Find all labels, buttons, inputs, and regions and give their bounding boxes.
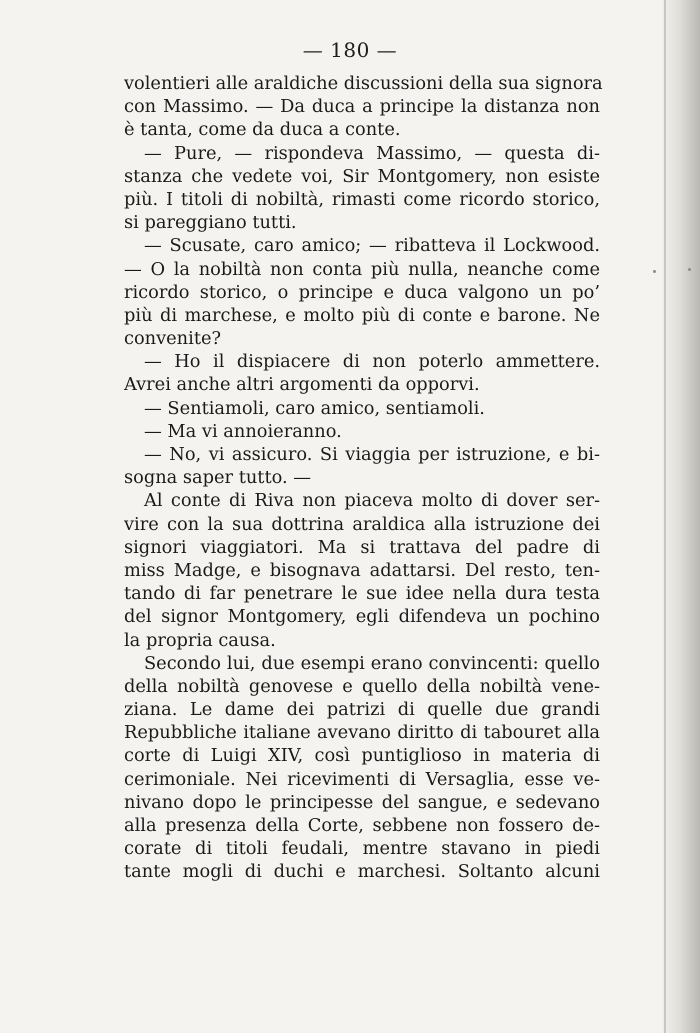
text-line: più di marchese, e molto più di conte e barone. Ne [124, 304, 600, 326]
text-line: convenite? [124, 328, 222, 350]
text-line: — Ma vi annoieranno. [144, 420, 342, 442]
text-line: con Massimo. — Da duca a principe la distanza non [124, 96, 600, 118]
text-line: nivano dopo le principesse del sangue, e sedevano [124, 791, 600, 813]
text-line: volentieri alle araldiche discussioni della sua signora [124, 73, 603, 94]
text-line: stanza che vedete voi, Sir Montgomery, non esiste [124, 165, 600, 187]
text-line: signori viaggiatori. Ma si trattava del padre di [124, 536, 600, 558]
text-line: — Sentiamoli, caro amico, sentiamoli. [144, 397, 485, 419]
text-line: vire con la sua dottrina araldica alla istruzione dei [124, 513, 600, 535]
text-line: la propria causa. [124, 629, 276, 651]
text-line: — Ho il dispiacere di non poterlo ammettere. [144, 351, 600, 373]
text-line: corte di Luigi XIV, così puntiglioso in materia di [124, 745, 600, 767]
text-line: cerimoniale. Nei ricevimenti di Versaglia, esse ve- [124, 768, 600, 790]
text-line: — No, vi assicuro. Si viaggia per istruzione, e bi- [144, 444, 600, 465]
text-line: — O la nobiltà non conta più nulla, neanche come [124, 258, 600, 280]
text-line: Secondo lui, due esempi erano convincenti: quello [144, 652, 600, 674]
text-line: più. I titoli di nobiltà, rimasti come ricordo storico, [124, 188, 600, 210]
text-line: miss Madge, e bisognava adattarsi. Del resto, ten- [124, 559, 600, 581]
text-line: ricordo storico, o principe e duca valgono un po’ [124, 281, 600, 303]
body-text [124, 72, 603, 884]
text-line: si pareggiano tutti. [124, 212, 297, 234]
text-line: Al conte di Riva non piaceva molto di dover ser- [144, 490, 600, 512]
text-line: tante mogli di duchi e marchesi. Soltanto alcuni [124, 861, 600, 883]
page-edge-shadow [662, 0, 700, 1033]
text-line: del signor Montgomery, egli difendeva un pochino [124, 606, 600, 628]
text-line: tando di far penetrare le sue idee nella dura testa [124, 583, 600, 605]
text-line: Repubbliche italiane avevano diritto di tabouret alla [124, 722, 600, 744]
text-line: — Scusate, caro amico; — ribatteva il Lockwood. [144, 235, 600, 257]
text-line: ziana. Le dame dei patrizi di quelle due grandi [124, 699, 600, 721]
paper-speck [688, 268, 691, 271]
text-line: sogna saper tutto. — [124, 467, 312, 489]
text-line: — Pure, — rispondeva Massimo, — questa di- [144, 142, 600, 164]
paper-speck [653, 270, 656, 273]
page-number-header: — 180 — [302, 38, 398, 62]
text-line: alla presenza della Corte, sebbene non fossero de- [124, 815, 600, 836]
text-line: è tanta, come da duca a conte. [124, 119, 401, 141]
page-fold-line [664, 0, 666, 1033]
text-line: Avrei anche altri argomenti da opporvi. [124, 374, 480, 396]
text-line: corate di titoli feudali, mentre stavano in piedi [124, 838, 600, 860]
text-line: della nobiltà genovese e quello della nobiltà vene- [124, 675, 600, 697]
